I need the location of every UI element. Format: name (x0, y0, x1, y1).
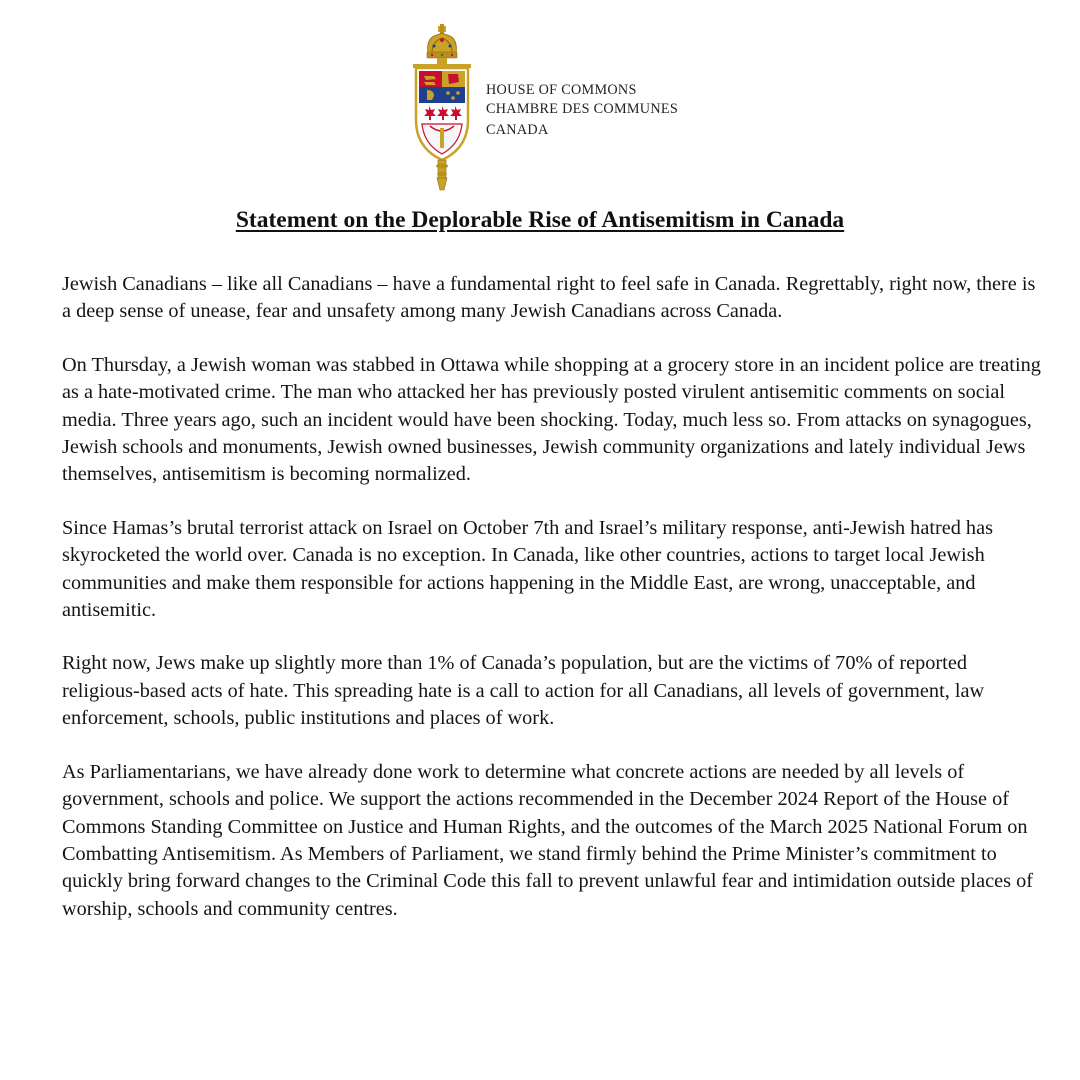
body-paragraph: As Parliamentarians, we have already done work to determine what concrete actions are needed by all levels of government, schools and police. We support the actions recommended in the December 2024 Report of the House of Commons Standing Committee on Justice and Human Rights, and the outcomes of the March 2025 National Forum on Combatting Antisemitism. As Members of Parliament, we stand firmly behind the Prime Minister’s commitment to quickly bring forward changes to the Criminal Code this fall to prevent unlawful fear and intimidation outside places of worship, schools and community centres. (62, 760, 1033, 920)
statement-title: Statement on the Deplorable Rise of Antisemitism in Canada (235, 207, 845, 233)
institution-name-fr: CHAMBRE DES COMMUNES (486, 101, 679, 117)
body-paragraph: Jewish Canadians – like all Canadians – have a fundamental right to feel safe in Canada. Regrettably, right now, there is a deep sense of unease, fear and unsafety among many Jewish Canadians across Canada. (62, 273, 1036, 323)
institution-country: CANADA (486, 122, 549, 138)
body-paragraph: On Thursday, a Jewish woman was stabbed in Ottawa while shopping at a grocery store in an incident police are treating as a hate-motivated crime. The man who attacked her has previously posted virulent antisemitic comments on social media. Three years ago, such an incident would have been shocking. Today, much less so. From attacks on synagogues, Jewish schools and monuments, Jewish owned businesses, Jewish community organizations and lately individual Jews themselves, antisemitism is becoming normalized. (62, 353, 1041, 486)
institution-name-en: HOUSE OF COMMONS (486, 82, 637, 98)
statement-body (62, 271, 1042, 949)
house-of-commons-crest-icon (412, 24, 472, 192)
body-paragraph: Right now, Jews make up slightly more than 1% of Canada’s population, but are the victims of 70% of reported religious-based acts of hate. This spreading hate is a call to action for all Canadians, all levels of government, law enforcement, schools, public institutions and places of work. (62, 652, 985, 730)
body-paragraph: Since Hamas’s brutal terrorist attack on Israel on October 7th and Israel’s military response, anti-Jewish hatred has skyrocketed the world over. Canada is no exception. In Canada, like other countries, actions to target local Jewish communities and make them responsible for actions happening in the Middle East, are wrong, unacceptable, and antisemitic. (62, 516, 993, 622)
institution-name (486, 81, 678, 140)
letterhead (412, 24, 732, 194)
